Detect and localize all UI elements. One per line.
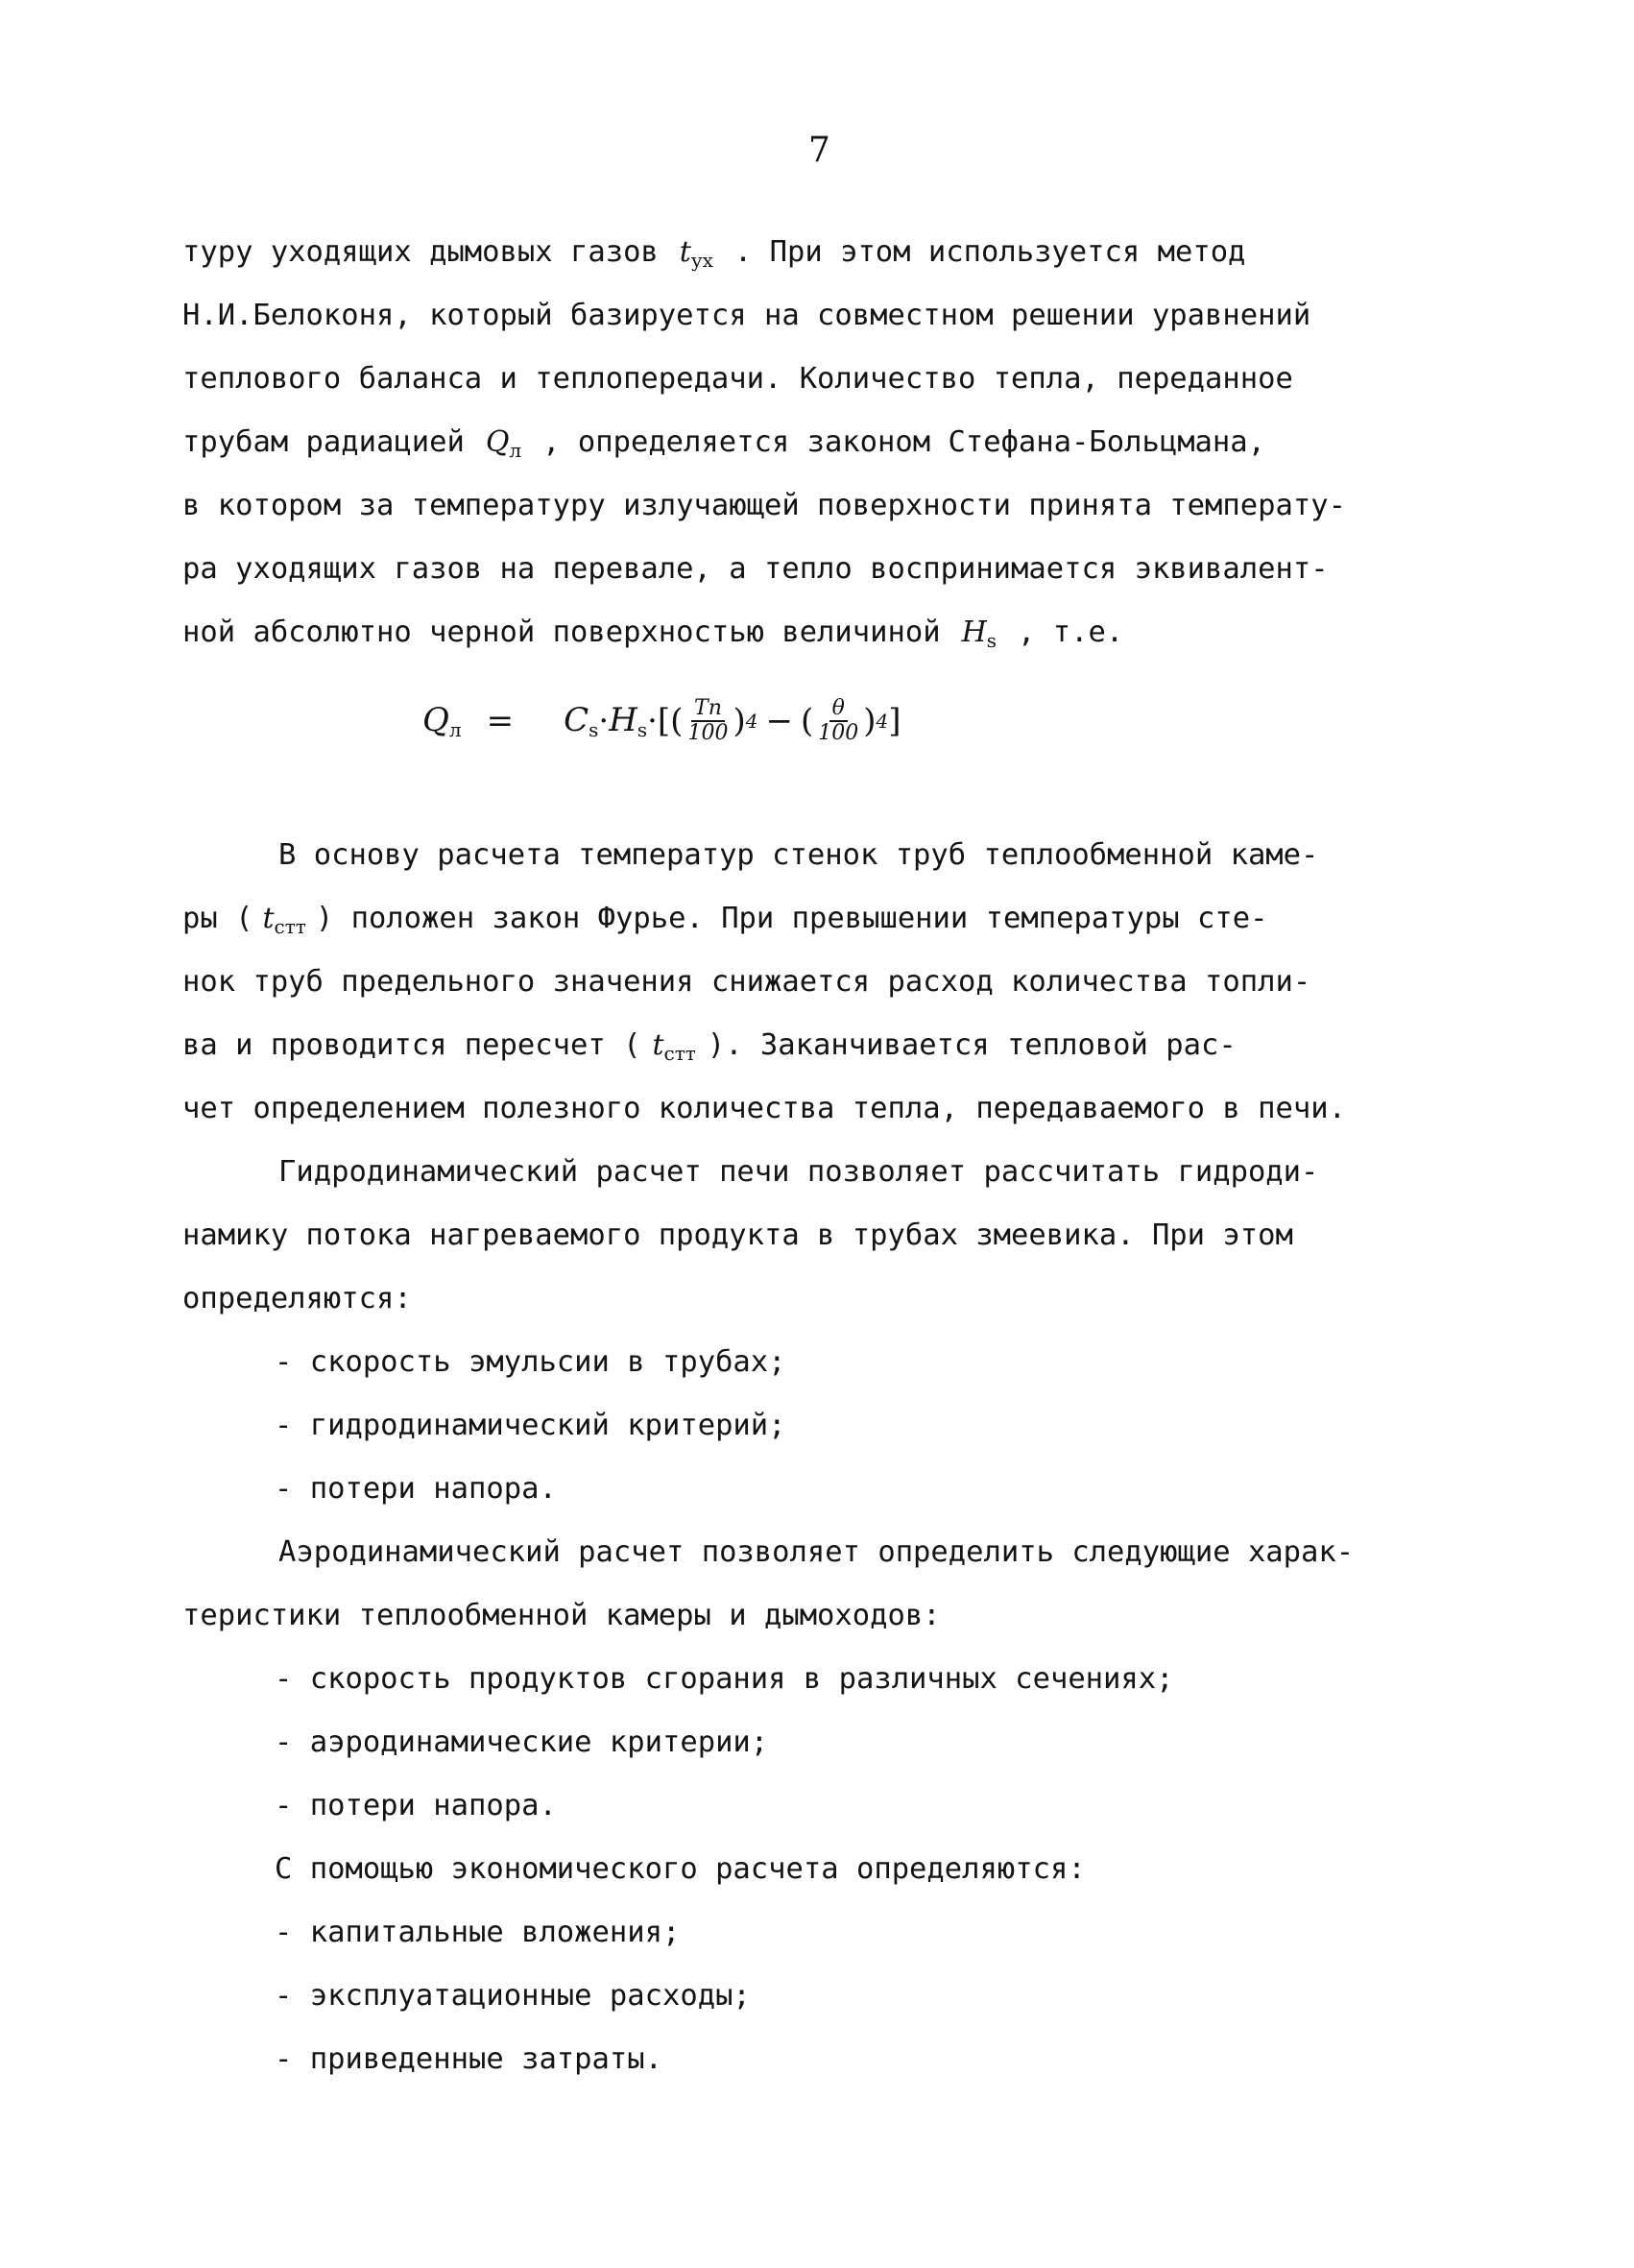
text-line: [182, 221, 1450, 284]
text-line: намику потока нагреваемого продукта в трубах змеевика. При этом: [182, 1218, 1293, 1252]
text-fragment: трубам радиацией: [182, 425, 465, 459]
text-fragment: ры (: [182, 902, 253, 935]
text-fragment: , определяется законом Стефана-Больцмана,: [542, 425, 1266, 459]
list-item: - капитальные вложения;: [275, 1916, 681, 1949]
text-line: в котором за температуру излучающей поверхности принята температу-: [182, 489, 1346, 522]
text-line: чет определением полезного количества тепла, передаваемого в печи.: [182, 1092, 1346, 1125]
text-line: В основу расчета температур стенок труб теплообменной каме-: [278, 838, 1319, 872]
formula-hs: $H_s$: [609, 701, 648, 741]
symbol-h-s: $H_s$: [961, 615, 997, 652]
text-fragment: туру уходящих дымовых газов: [182, 235, 659, 269]
paragraph-2: [182, 824, 1450, 1141]
text-fragment: , т.е.: [1018, 615, 1124, 649]
list-item: - потери напора.: [275, 1472, 557, 1506]
text-line: ра уходящих газов на перевале, а тепло воспринимается эквивалент-: [182, 552, 1329, 586]
symbol-t-ux: $t_{ух}$: [679, 235, 713, 272]
formula-power-1: 4: [745, 710, 758, 733]
paragraph-1: [182, 221, 1450, 664]
text-line: [182, 887, 1450, 951]
paragraph-4: [182, 1521, 1450, 1838]
text-line: Гидродинамический расчет печи позволяет рассчитать гидроди-: [278, 1155, 1319, 1189]
list-item: - скорость эмульсии в трубах;: [275, 1345, 786, 1379]
stefan-boltzmann-formula: $Q_л$ = $C_s$ · $H_s$ ·[( $\frac{Tп}{100}$ ) 4 − ( $\frac{\theta}{100}$ ) 4 ]: [422, 696, 901, 745]
list-item: - приведенные затраты.: [275, 2042, 662, 2076]
text-line: [182, 411, 1450, 474]
text-fragment: ) положен закон Фурье. При превышении температуры сте-: [315, 902, 1268, 935]
text-fragment: ). Заканчивается тепловой рас-: [707, 1028, 1237, 1062]
formula-power-2: 4: [876, 710, 889, 733]
paragraph-3: [182, 1141, 1450, 1521]
text-line: Н.И.Белоконя, который базируется на совместном решении уравнений: [182, 299, 1311, 332]
formula-open: ·[(: [647, 702, 684, 740]
text-line: С помощью экономического расчета определяются:: [275, 1852, 1086, 1886]
text-line: определяются:: [182, 1282, 412, 1315]
formula-equals: =: [486, 702, 515, 740]
list-item: - скорость продуктов сгорания в различных сечениях;: [275, 1662, 1174, 1696]
text-line: [182, 601, 1450, 664]
text-line: [182, 1014, 1450, 1077]
formula-fraction-2: $\frac{\theta}{100}$: [818, 696, 859, 745]
formula-lhs: $Q_л$: [422, 701, 462, 741]
text-line: теплового баланса и теплопередачи. Количество тепла, переданное: [182, 362, 1293, 396]
text-line: Аэродинамический расчет позволяет определить следующие харак-: [278, 1535, 1355, 1569]
paragraph-5: [182, 1838, 1450, 2091]
page-number: 7: [808, 131, 830, 170]
text-fragment: ной абсолютно черной поверхностью величиной: [182, 615, 941, 649]
text-line: нок труб предельного значения снижается расход количества топли-: [182, 965, 1311, 999]
text-fragment: ва и проводится пересчет (: [182, 1028, 641, 1062]
formula-fraction-1: $\frac{Tп}{100}$: [687, 696, 729, 745]
formula-minus: −: [765, 702, 793, 740]
symbol-t-stt: $t_{стт}$: [262, 902, 306, 938]
text-line: теристики теплообменной камеры и дымоходов:: [182, 1599, 941, 1632]
formula-cs: $C_s$: [564, 701, 599, 741]
text-fragment: . При этом используется метод: [733, 235, 1246, 269]
list-item: - эксплуатационные расходы;: [275, 1979, 751, 2013]
symbol-t-stt-2: $t_{стт}$: [652, 1028, 696, 1065]
list-item: - гидродинамический критерий;: [275, 1409, 786, 1442]
list-item: - аэродинамические критерии;: [275, 1725, 769, 1759]
symbol-q-l: $Q_л$: [485, 425, 522, 462]
list-item: - потери напора.: [275, 1789, 557, 1822]
